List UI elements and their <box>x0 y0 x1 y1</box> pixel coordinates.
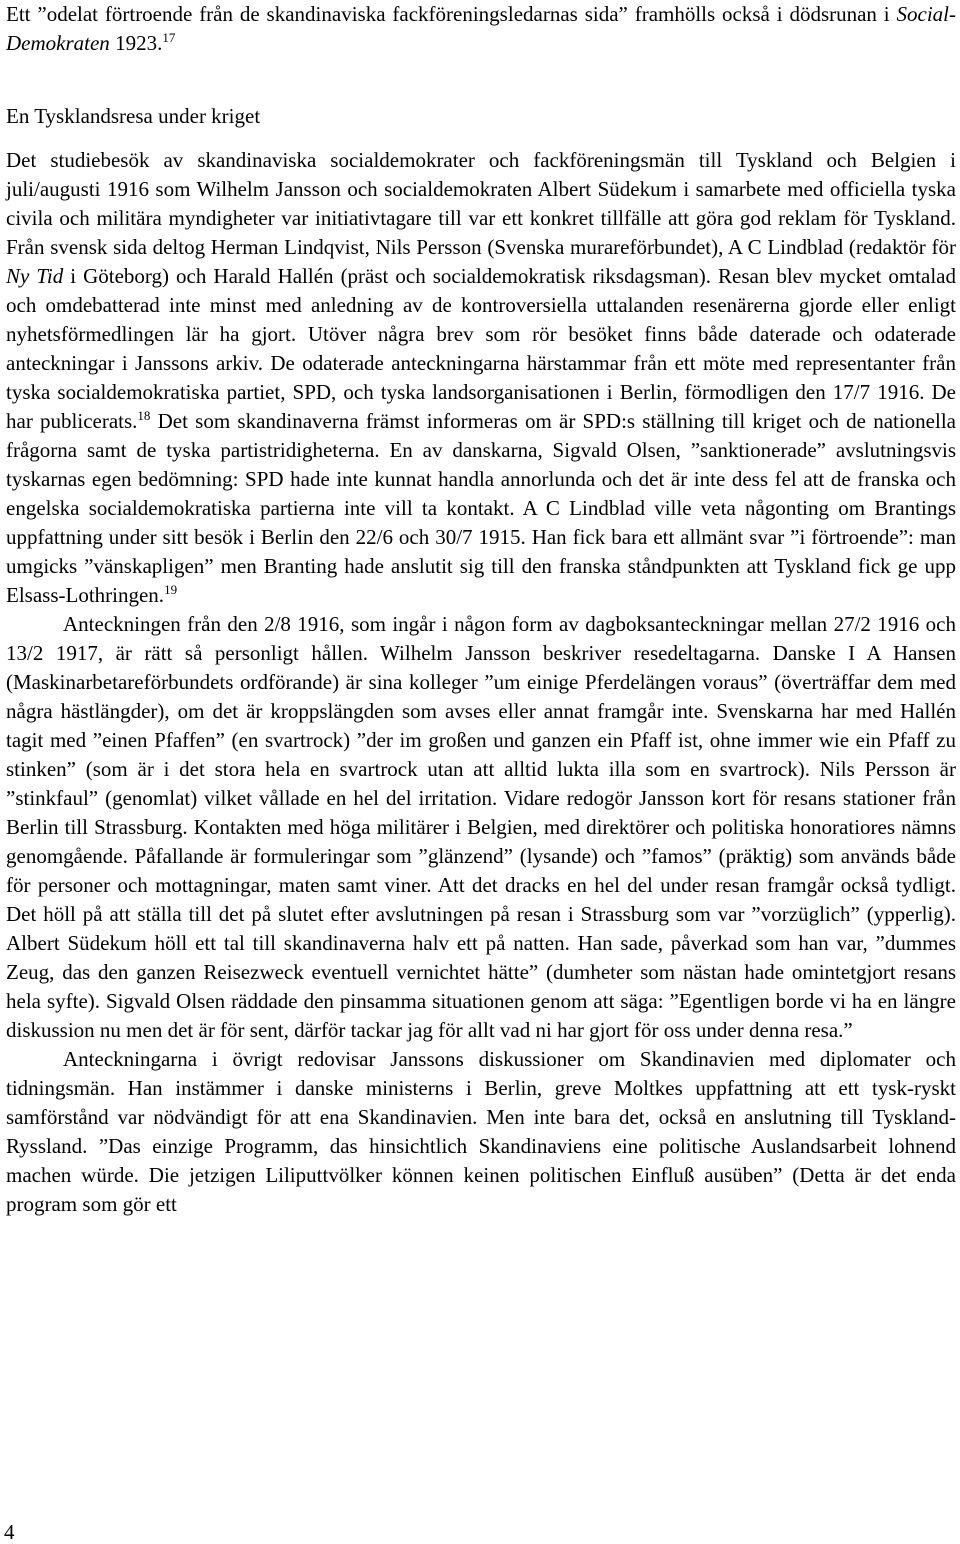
participants-text: Från svensk sida deltog Herman Lindqvist, Nils Persson (Svenska murareförbundet), A C Lindblad (redaktör för <box>6 235 956 259</box>
document-page <box>6 0 956 1219</box>
body-paragraph-2: Anteckningen från den 2/8 1916, som ingår i någon form av dagboksanteckningar mellan 27/2 1916 och 13/2 1917, är rätt så personligt hållen. Wilhelm Jansson beskriver resedeltagarna. Danske I A Hansen (Maskinarbetareförbundets ordförande) är sina kolleger ”um einige Pferdelängen voraus” (överträffar dem med några hästlängder), om det är kroppslängden som avses eller annat framgår inte. Svenskarna har med Hallén tagit med ”einen Pfaffen” (en svartrock) ”der im großen und ganzen ein Pfaff ist, ohne immer wie ein Pfaff zu stinken” (som är i det stora hela en svartrock utan att alltid lukta illa som en svartrock). Nils Persson är ”stinkfaul” (genomlat) vilket vållade en hel del irritation. Vidare redogör Jansson kort för resans stationer från Berlin till Strassburg. Kontakten med höga militärer i Belgien, med direktörer och politiska honoratiores nämns genomgående. Påfallande är formuleringar som ”glänzend” (lysande) och ”famos” (präktig) som används både för personer och mottagningar, maten samt viner. Att det dracks en hel del under resan framgår också tydligt. Det höll på att ställa till det på slutet efter avslutningen på resan i Strassburg som var ”vorzüglich” (ypperlig). Albert Südekum höll ett tal till skandinaverna halv ett på natten. Han sade, påverkad som han var, ”dummes Zeug, das den ganzen Reisezweck eventuell vernichtet hätte” (dumheter som nästan hade omintetgjort resans hela syfte). Sigvald Olsen räddade den pinsamma situationen genom att säga: ”Egentligen borde vi ha en längre diskussion nu men det är för sent, därför tackar jag för allt vad ni har gjort för oss under denna resa.” <box>6 612 956 1042</box>
study-visit-text: Det studiebesök av skandinaviska socialdemokrater och fackföreningsmän till Tyskland och Belgien i juli/augusti 1916 som Wilhelm Jansson och socialdemokraten Albert Südekum i samarbete med officiella tyska civila och militära myndigheter var initiativtagare till var ett konkret tillfälle att göra god reklam för Tyskland. <box>6 148 956 230</box>
page-number: 4 <box>4 1520 15 1544</box>
footnote-ref-19: 19 <box>164 582 178 597</box>
footnote-ref-18: 18 <box>137 408 151 423</box>
intro-text: Ett ”odelat förtroende från de skandinaviska fackföreningsledarnas sida” framhölls också i dödsrunan i <box>6 2 897 26</box>
newspaper-title: Social-Demokraten <box>6 2 956 55</box>
body-paragraph-1 <box>6 146 956 610</box>
hallen-text: Harald Hallén (präst och socialdemokratisk riksdagsman). <box>213 264 711 288</box>
section-heading: En Tysklandsresa under kriget <box>6 104 261 128</box>
intro-paragraph <box>6 0 956 58</box>
intro-year: 1923. <box>109 31 163 55</box>
trip-discussion-text: Resan blev mycket omtalad och omdebatterad inte minst med anledning av de kontroversiella uttalanden resenärerna gjorde eller enligt nyhetsförmedlingen lär ha gjort. Utöver några brev som rör besöket finns både daterade och odaterade anteckningar i Janssons arkiv. De odaterade anteckningarna härstammar från ett möte med representanter från tyska socialdemokratiska partiet, SPD, och tyska landsorganisationen i Berlin, förmodligen den 17/7 1916. De har publicerats. <box>6 264 956 433</box>
ny-tid-title: Ny Tid <box>6 264 64 288</box>
spd-position-text: Det som skandinaverna främst informeras om är SPD:s ställning till kriget och de nationella frågorna samt de tyska partistridigheterna. En av danskarna, Sigvald Olsen, ”sanktionerade” avslutningsvis tyskarnas egen bedömning: SPD hade inte kunnat handla annorlunda och det är inte dess fel att de franska och engelska socialdemokratiska partierna inte vill ta kontakt. A C Lindblad ville veta någonting om Brantings uppfattning under sitt besök i Berlin den 22/6 och 30/7 1915. Han fick bara ett allmänt svar ”i förtroende”: man umgicks ”vänskapligen” men Branting hade anslutit sig till den franska ståndpunkten att Tyskland fick ge upp Elsass-Lothringen. <box>6 409 956 607</box>
footnote-ref-17: 17 <box>162 30 176 45</box>
participants-text-cont: i Göteborg) och <box>63 264 214 288</box>
body-paragraph-3: Anteckningarna i övrigt redovisar Janssons diskussioner om Skandinavien med diplomater och tidningsmän. Han instämmer i danske ministerns i Berlin, greve Moltkes uppfattning att ett tysk-ryskt samförstånd var nödvändigt för att ena Skandinavien. Men inte bara det, också en anslutning till Tyskland-Ryssland. ”Das einzige Programm, das hinsichtlich Skandinaviens eine politische Auslandsarbeit lohnend machen würde. Die jetzigen Liliputtvölker können keinen politischen Einfluß ausüben” (Detta är det enda program som gör ett <box>6 1047 956 1216</box>
